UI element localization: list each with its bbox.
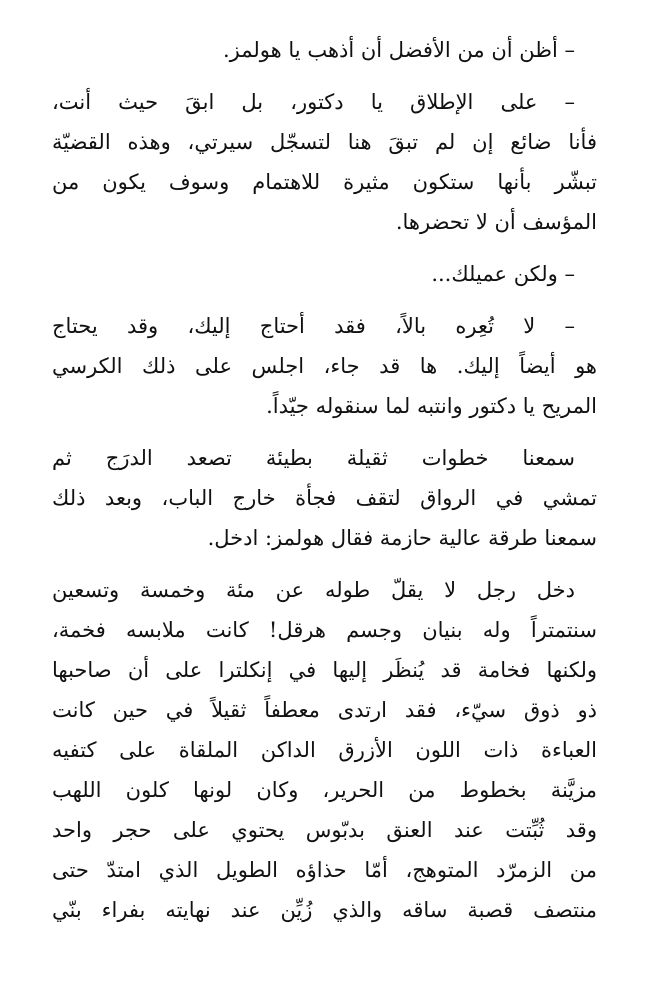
paragraph-3 [52,254,597,294]
text-line: – أظن أن من الأفضل أن أذهب يا هولمز. [223,38,575,62]
text-line: سمعنا خطوات ثقيلة بطيئة تصعد الدرَج ثم [52,446,575,470]
text-line: هو أيضاً إليك. ها قد جاء، اجلس على ذلك الكرسي [52,354,597,378]
text-line: ولكنها فخامة قد يُنظَر إليها في إنكلترا على أن صاحبها [52,658,597,682]
text-line: تمشي في الرواق لتقف فجأة خارج الباب، وبعد ذلك [52,486,597,510]
text-line: – على الإطلاق يا دكتور، بل ابقَ حيث أنت، [52,90,575,114]
paragraph-2 [52,82,597,242]
text-line: منتصف قصبة ساقه والذي زُيِّن عند نهايته بفراء بنّي [52,898,597,922]
paragraph-5 [52,438,597,558]
paragraph-6 [52,570,597,930]
text-line: – ولكن عميلك... [431,262,575,286]
text-line: – لا تُعِره بالاً، فقد أحتاج إليك، وقد يحتاج [52,314,575,338]
paragraph-1 [52,30,597,70]
paragraph-4 [52,306,597,426]
text-line: سمعنا طرقة عالية حازمة فقال هولمز: ادخل. [207,526,597,550]
text-line: تبشّر بأنها ستكون مثيرة للاهتمام وسوف يكون من [52,170,597,194]
text-line: مزيَّنة بخطوط من الحرير، وكان لونها كلون اللهب [52,778,597,802]
book-page [52,30,597,942]
text-line: العباءة ذات اللون الأزرق الداكن الملقاة على كتفيه [52,738,597,762]
text-line: المريح يا دكتور وانتبه لما سنقوله جيّداً. [266,394,597,418]
text-line: المؤسف أن لا تحضرها. [395,210,597,234]
text-line: ذو ذوق سيّء، فقد ارتدى معطفاً ثقيلاً في حين كانت [52,698,597,722]
text-line: سنتمتراً وله بنيان وجسم هرقل! كانت ملابسه فخمة، [52,618,597,642]
text-line: فأنا ضائع إن لم تبقَ هنا لتسجّل سيرتي، وهذه القضيّة [52,130,597,154]
text-line: من الزمرّد المتوهج، أمّا حذاؤه الطويل الذي امتدّ حتى [52,858,597,882]
text-line: دخل رجل لا يقلّ طوله عن مئة وخمسة وتسعين [52,578,575,602]
text-line: وقد ثُبِّتت عند العنق بدبّوس يحتوي على حجر واحد [52,818,597,842]
